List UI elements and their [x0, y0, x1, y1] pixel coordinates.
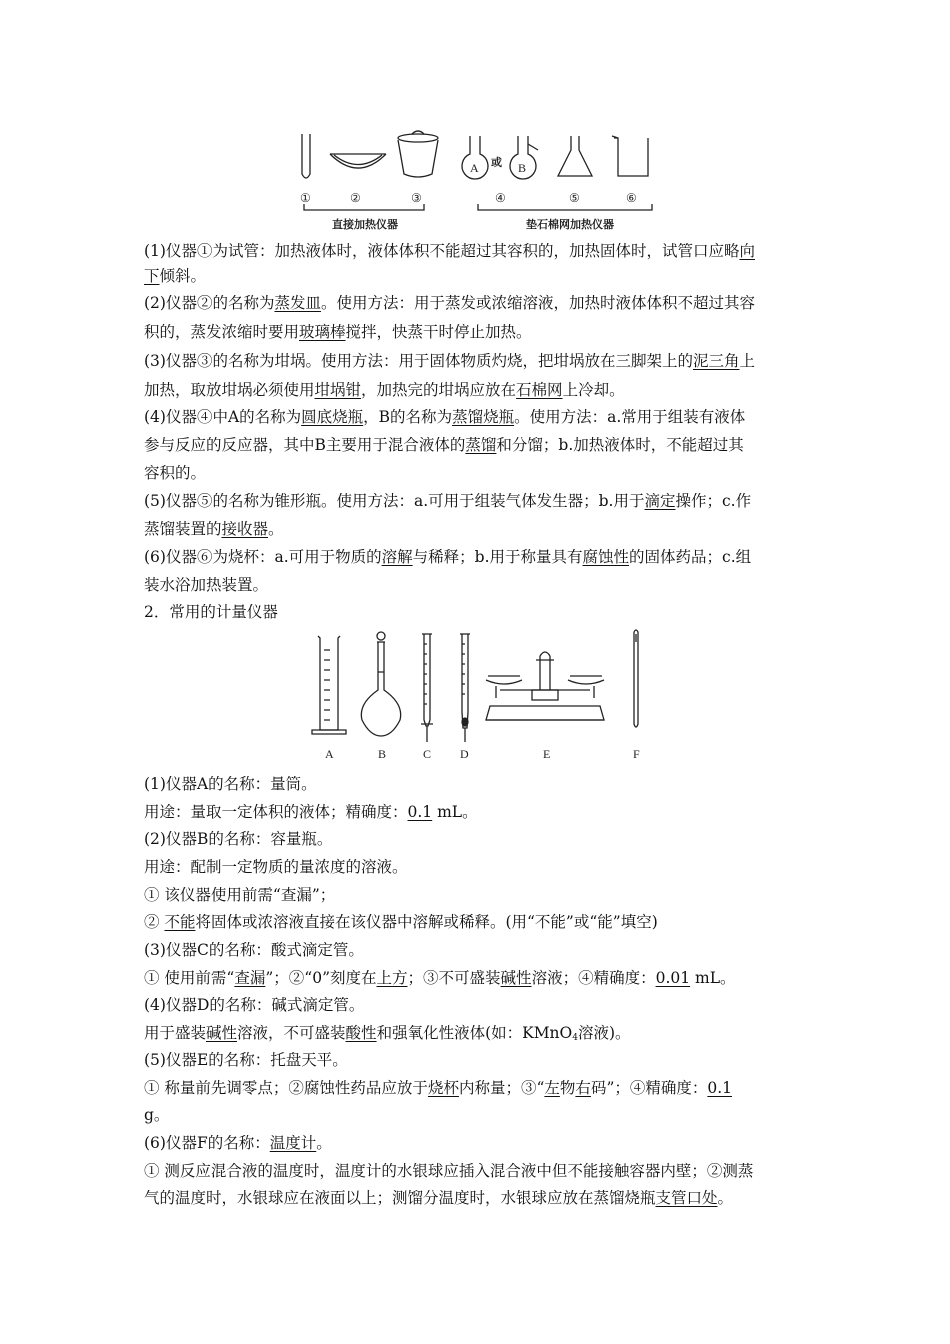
flask-b-label: B	[518, 161, 527, 175]
bracket-left	[304, 204, 424, 210]
base-burette-icon	[460, 634, 470, 742]
text-line-18: 用途：配制一定物质的量浓度的溶液。	[144, 858, 408, 876]
figure1-label-1: ①	[300, 191, 311, 205]
crucible-icon	[398, 131, 438, 177]
figure1-label-4: ④	[495, 191, 506, 205]
figure1-label-2: ②	[350, 191, 361, 205]
measuring-instruments-figure	[300, 628, 650, 766]
tray-balance-icon	[486, 652, 604, 720]
figure2-label-b: B	[378, 747, 387, 761]
text-line-28: (6)仪器F的名称：温度计。	[144, 1134, 332, 1152]
text-line-30: 气的温度时，水银球应在液面以上；测馏分温度时，水银球应放在蒸馏烧瓶支管口处。	[144, 1189, 734, 1207]
text-line-23: (4)仪器D的名称：碱式滴定管。	[144, 996, 365, 1014]
caption-direct-heating: 直接加热仪器	[332, 218, 398, 231]
text-line-1: (1)仪器①为试管：加热液体时，液体体积不能超过其容积的，加热固体时，试管口应略向	[144, 242, 755, 260]
text-line-3: (2)仪器②的名称为蒸发皿。使用方法：用于蒸发或浓缩溶液，加热时液体体积不超过其容	[144, 294, 755, 312]
text-line-7: (4)仪器④中A的名称为圆底烧瓶，B的名称为蒸馏烧瓶。使用方法：a.常用于组装有液体	[144, 408, 746, 426]
text-line-19: ① 该仪器使用前需“查漏”；	[144, 886, 336, 904]
text-line-27: g。	[144, 1106, 170, 1124]
text-line-12: (6)仪器⑥为烧杯：a.可用于物质的溶解与稀释；b.用于称量具有腐蚀性的固体药品；c.组	[144, 548, 752, 566]
text-line-15: (1)仪器A的名称：量筒。	[144, 775, 317, 793]
text-line-16: 用途：量取一定体积的液体；精确度：0.1 mL。	[144, 803, 478, 821]
text-line-9: 容积的。	[144, 464, 207, 482]
figure1-label-3: ③	[411, 191, 422, 205]
section-heading-measuring: 2．常用的计量仪器	[144, 603, 278, 621]
text-line-24: 用于盛装碱性溶液，不可盛装酸性和强氧化性液体(如：KMnO$_4$溶液)。	[144, 1024, 631, 1043]
figure1-label-5: ⑤	[569, 191, 580, 205]
evaporating-dish-icon	[330, 154, 386, 168]
text-line-11: 蒸馏装置的接收器。	[144, 520, 284, 538]
figure2-label-c: C	[423, 747, 432, 761]
text-line-20: ② 不能将固体或浓溶液直接在该仪器中溶解或稀释。(用“不能”或“能”填空)	[144, 913, 658, 931]
thermometer-icon	[634, 630, 638, 727]
text-line-29: ① 测反应混合液的温度时，温度计的水银球应插入混合液中但不能接触容器内壁；②测蒸	[144, 1162, 754, 1180]
flask-a-label: A	[470, 161, 479, 175]
conical-flask-icon	[558, 136, 592, 176]
text-line-13: 装水浴加热装置。	[144, 576, 269, 594]
volumetric-flask-icon	[361, 632, 400, 736]
text-line-4: 积的，蒸发浓缩时要用玻璃棒搅拌，快蒸干时停止加热。	[144, 323, 532, 341]
figure2-label-f: F	[633, 747, 640, 761]
acid-burette-icon	[421, 634, 433, 742]
text-line-2: 下倾斜。	[144, 267, 207, 285]
text-line-17: (2)仪器B的名称：容量瓶。	[144, 830, 333, 848]
text-line-8: 参与反应的反应器，其中B主要用于混合液体的蒸馏和分馏；b.加热液体时，不能超过其	[144, 436, 744, 454]
figure1-label-6: ⑥	[626, 191, 637, 205]
text-line-21: (3)仪器C的名称：酸式滴定管。	[144, 941, 364, 959]
figure2-label-a: A	[325, 747, 334, 761]
figure2-label-e: E	[543, 747, 551, 761]
heating-apparatus-figure	[290, 124, 670, 236]
text-line-26: ① 称量前先调零点；②腐蚀性药品应放于烧杯内称量；③“左物右码”；④精确度：0.1	[144, 1079, 733, 1097]
text-line-25: (5)仪器E的名称：托盘天平。	[144, 1051, 348, 1069]
caption-asbestos-net-heating: 垫石棉网加热仪器	[526, 218, 614, 231]
graduated-cylinder-icon	[312, 636, 346, 734]
text-line-10: (5)仪器⑤的名称为锥形瓶。使用方法：a.可用于组装气体发生器；b.用于滴定操作；c.作	[144, 492, 752, 510]
text-line-6: 加热，取放坩埚必须使用坩埚钳，加热完的坩埚应放在石棉网上冷却。	[144, 381, 625, 399]
text-line-22: ① 使用前需“查漏”；②“0”刻度在上方；③不可盛装碱性溶液；④精确度：0.01 mL。	[144, 969, 736, 987]
test-tube-icon	[302, 134, 310, 178]
or-label: 或	[491, 156, 502, 169]
beaker-icon	[612, 136, 648, 176]
text-line-5: (3)仪器③的名称为坩埚。使用方法：用于固体物质灼烧，把坩埚放在三脚架上的泥三角上	[144, 352, 755, 370]
figure2-label-d: D	[460, 747, 469, 761]
